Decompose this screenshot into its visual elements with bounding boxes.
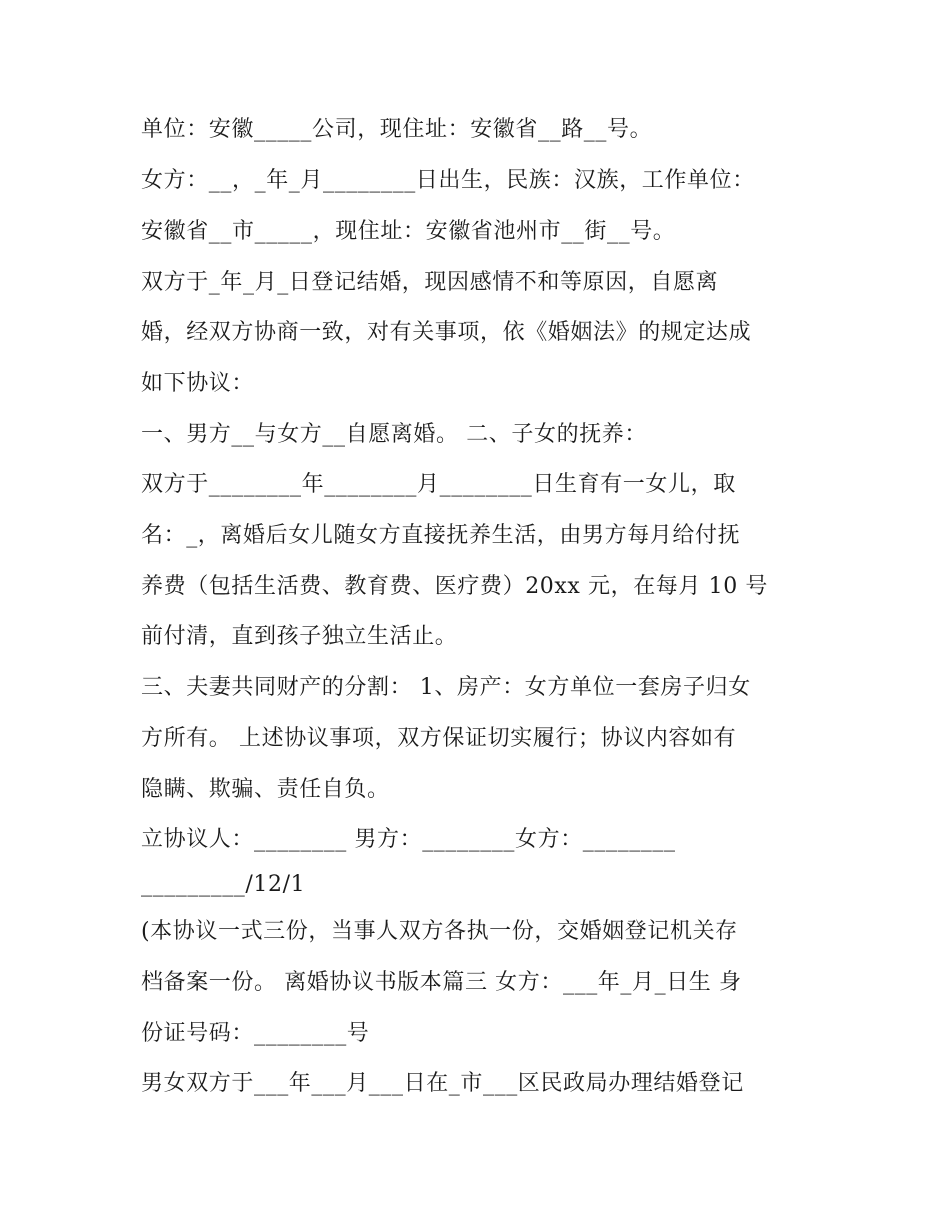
- text-line-1: 单位：安徽_____公司，现住址：安徽省__路__号。: [141, 117, 653, 142]
- text-line-2: 女方：__，_年_月________日出生，民族：汉族，工作单位：: [141, 168, 755, 193]
- text-line-14: 隐瞒、欺骗、责任自负。: [141, 777, 390, 802]
- text-line-17: (本协议一式三份，当事人双方各执一份，交婚姻登记机关存: [141, 919, 738, 944]
- text-line-13: 方所有。 上述协议事项，双方保证切实履行；协议内容如有: [141, 726, 737, 751]
- text-line-16: _________/12/1: [141, 872, 306, 897]
- text-line-10: 养费（包括生活费、教育费、医疗费）20xx 元，在每月 10 号: [141, 574, 768, 599]
- text-line-20: 男女双方于___年___月___日在_市___区民政局办理结婚登记: [141, 1071, 744, 1096]
- text-line-4: 双方于_年_月_日登记结婚，现因感情不和等原因，自愿离: [141, 270, 719, 295]
- text-line-6: 如下协议：: [141, 371, 255, 396]
- text-line-19: 份证号码：________号: [141, 1021, 370, 1046]
- text-line-15: 立协议人：________ 男方：________女方：________: [141, 827, 676, 852]
- text-line-12: 三、夫妻共同财产的分割： 1、房产：女方单位一套房子归女: [141, 675, 751, 700]
- text-line-18: 档备案一份。 离婚协议书版本篇三 女方：___年_月_日生 身: [141, 970, 742, 995]
- text-line-7: 一、男方__与女方__自愿离婚。 二、子女的抚养：: [141, 422, 647, 447]
- text-line-3: 安徽省__市_____，现住址：安徽省池州市__街__号。: [141, 219, 676, 244]
- text-line-11: 前付清，直到孩子独立生活止。: [141, 624, 458, 649]
- text-line-9: 名：_，离婚后女儿随女方直接抚养生活，由男方每月给付抚: [141, 523, 741, 548]
- text-line-8: 双方于________年________月________日生育有一女儿，取: [141, 472, 736, 497]
- text-line-5: 婚，经双方协商一致，对有关事项，依《婚姻法》的规定达成: [141, 320, 752, 345]
